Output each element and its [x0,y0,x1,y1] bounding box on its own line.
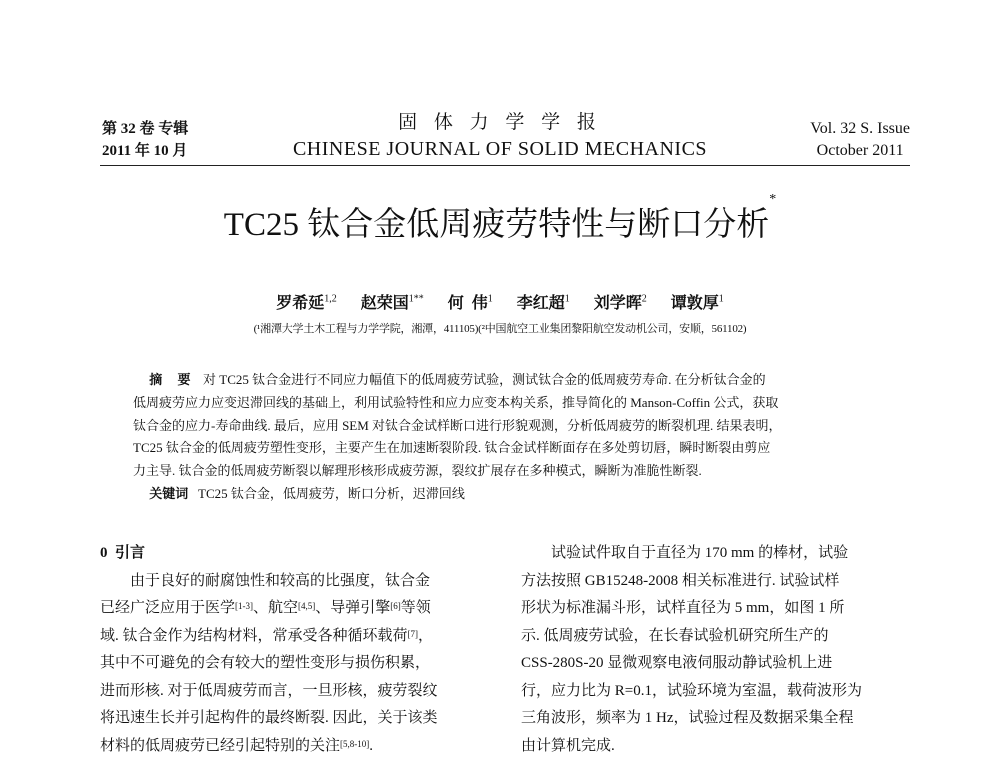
paragraph-line: 由计算机完成. [521,737,615,754]
author-name: 赵荣国 [360,295,409,312]
abstract [133,369,868,506]
right-column [521,540,921,760]
paragraph-line: 试验试件取自于直径为 170 mm 的棒材，试验 [551,545,849,561]
paragraph-line: CSS-280S-20 显微观察电液伺服动静试验机上进 [521,655,833,671]
author-affiliation-mark: 1 [564,293,570,305]
paragraph-line: 其中不可避免的会有较大的塑性变形与损伤积累， [100,655,431,671]
author [448,295,493,312]
keywords: TC25 钛合金，低周疲劳，断口分析，迟滞回线 [198,485,465,501]
author [361,295,424,312]
paragraph-line: 域. 钛合金作为结构材料，常承受各种循环载荷[7]， [100,627,434,644]
paragraph-line: 行，应力比为 R=0.1，试验环境为室温，载荷波形为 [521,682,862,699]
author [517,295,570,312]
paragraph-line: 将迅速生长并引起构件的最终断裂. 因此，关于该类 [100,710,438,726]
citation-ref: [6] [390,601,401,611]
abstract-line: 钛合金的应力-寿命曲线. 最后，应用 SEM 对钛合金试样断口进行形貌观测，分析低周疲劳的断裂机理. 结果表明， [133,417,782,433]
journal-volume-info [102,118,188,162]
keywords-line [133,483,868,506]
author [594,295,647,312]
author-affiliation-mark: 1 [487,293,493,305]
paragraph-line: 示. 低周疲劳试验，在长春试验机研究所生产的 [521,627,829,644]
paragraph-line: 进而形核. 对于低周疲劳而言，一旦形核，疲劳裂纹 [100,682,438,699]
abstract-line: 低周疲劳应力应变迟滞回线的基础上，利用试验特性和应力应变本构关系，推导简化的 Manson-Coffin 公式，获取 [133,394,779,410]
author-name: 何 伟 [447,295,488,312]
abstract-label: 摘 要 [149,372,197,387]
publication-date: 2011 年 10 月 [102,143,188,159]
author [671,295,724,312]
volume-issue-en: Vol. 32 S. Issue [810,120,910,137]
section-title: 引言 [115,545,146,561]
paragraph-line: 材料的低周疲劳已经引起特别的关注[5,8-10]. [100,737,374,754]
author-affiliation-mark: 1,2 [324,293,337,305]
paragraph-line: 已经广泛应用于医学[1-3]、航空[4,5]、导弹引擎[6]等领 [100,600,431,616]
abstract-text: 对 TC25 钛合金进行不同应力幅值下的低周疲劳试验，测试钛合金的低周疲劳寿命. 在分析钛合金的 [203,372,766,387]
citation-ref: [5,8-10] [340,738,370,749]
paper-title [150,192,850,245]
citation-ref: [1-3] [235,601,254,611]
citation-ref: [4,5] [298,601,316,611]
journal-name-en: CHINESE JOURNAL OF SOLID MECHANICS [292,138,708,160]
paragraph-line: 形状为标准漏斗形，试样直径为 5 mm，如图 1 所 [521,600,845,616]
author-affiliation-mark: 1 [718,293,724,305]
author-name: 刘学晖 [593,295,642,312]
author-name: 李红超 [516,295,565,312]
journal-name-cn: 固 体 力 学 学 报 [398,112,602,133]
journal-name [270,110,730,162]
paper-title-text: TC25 钛合金低周疲劳特性与断口分析 [223,207,770,243]
paragraph-line: 三角波形，频率为 1 Hz，试验过程及数据采集全程 [521,710,854,726]
author [276,295,337,312]
title-footnote-mark: * [769,192,777,207]
header-divider [100,165,910,166]
paragraph-line: 由于良好的耐腐蚀性和较高的比强度，钛合金 [130,572,431,589]
abstract-line [133,369,868,392]
author-name: 谭敦厚 [670,295,719,312]
citation-ref: [7] [407,628,419,639]
author-affiliation-mark: 2 [641,293,647,305]
keywords-label: 关键词 [149,485,189,501]
author-list [150,290,850,313]
publication-date-en: October 2011 [816,142,904,159]
left-column [100,540,495,760]
affiliations: (¹湘潭大学土木工程与力学学院，湘潭，411105)(²中国航空工业集团黎阳航空发动机公司，安顺，561102) [253,323,747,335]
section-number: 0 [100,545,108,561]
section-heading [100,540,495,568]
author-name: 罗希延 [276,295,325,312]
abstract-line: TC25 钛合金的低周疲劳塑性变形，主要产生在加速断裂阶段. 钛合金试样断面存在多处剪切唇，瞬时断裂由剪应 [133,440,771,456]
journal-volume-info-en [810,118,910,162]
abstract-line: 力主导. 钛合金的低周疲劳断裂以解理形核形成疲劳源，裂纹扩展存在多种模式，瞬断为准脆性断裂. [133,463,702,479]
volume-issue: 第 32 卷 专辑 [102,121,189,137]
author-affiliation-mark: 1** [408,293,424,305]
paragraph-line: 方法按照 GB15248-2008 相关标准进行. 试验试样 [521,572,840,589]
